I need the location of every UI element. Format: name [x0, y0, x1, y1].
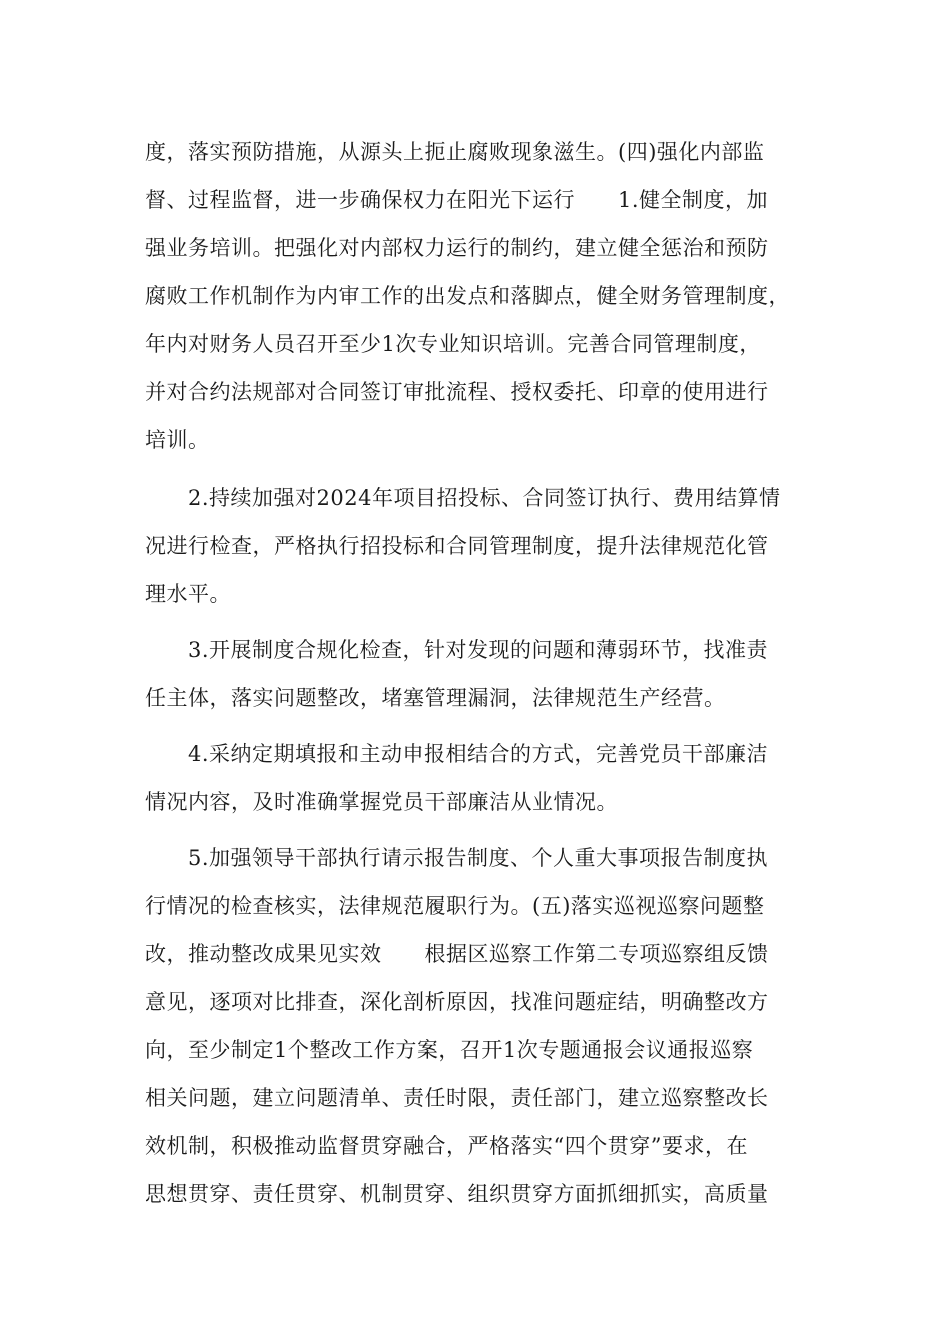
text-line: 向，至少制定1个整改工作方案，召开1次专题通报会议通报巡察 — [145, 1038, 754, 1062]
text-line: 度，落实预防措施，从源头上扼止腐败现象滋生。(四)强化内部监 — [145, 140, 765, 164]
text-line: 任主体，落实问题整改，堵塞管理漏洞，法律规范生产经营。 — [145, 686, 726, 710]
text-line: 年内对财务人员召开至少1次专业知识培训。完善合同管理制度， — [145, 332, 761, 356]
text-line: 效机制，积极推动监督贯穿融合，严格落实“四个贯穿”要求，在 — [145, 1134, 748, 1158]
text-line: 理水平。 — [145, 582, 231, 606]
text-line: 情况内容，及时准确掌握党员干部廉洁从业情况。 — [145, 790, 618, 814]
text-line: 督、过程监督，进一步确保权力在阳光下运行 1.健全制度，加 — [145, 188, 769, 212]
text-line: 腐败工作机制作为内审工作的出发点和落脚点，健全财务管理制度， — [145, 284, 790, 308]
text-line: 强业务培训。把强化对内部权力运行的制约，建立健全惩治和预防 — [145, 236, 769, 260]
text-line: 4.采纳定期填报和主动申报相结合的方式，完善党员干部廉洁 — [145, 742, 769, 766]
text-line: 行情况的检查核实，法律规范履职行为。(五)落实巡视巡察问题整 — [145, 894, 765, 918]
text-line: 并对合约法规部对合同签订审批流程、授权委托、印章的使用进行 — [145, 380, 769, 404]
text-line: 培训。 — [145, 428, 210, 452]
text-line: 改，推动整改成果见实效 根据区巡察工作第二专项巡察组反馈 — [145, 942, 769, 966]
text-line: 相关问题，建立问题清单、责任时限，责任部门，建立巡察整改长 — [145, 1086, 769, 1110]
text-line: 2.持续加强对2024年项目招投标、合同签订执行、费用结算情 — [145, 486, 781, 510]
text-line: 3.开展制度合规化检查，针对发现的问题和薄弱环节，找准责 — [145, 638, 769, 662]
text-line: 况进行检查，严格执行招投标和合同管理制度，提升法律规范化管 — [145, 534, 769, 558]
text-line: 意见，逐项对比排查，深化剖析原因，找准问题症结，明确整改方 — [145, 990, 769, 1014]
text-line: 5.加强领导干部执行请示报告制度、个人重大事项报告制度执 — [145, 846, 769, 870]
text-line: 思想贯穿、责任贯穿、机制贯穿、组织贯穿方面抓细抓实，高质量 — [145, 1182, 769, 1206]
